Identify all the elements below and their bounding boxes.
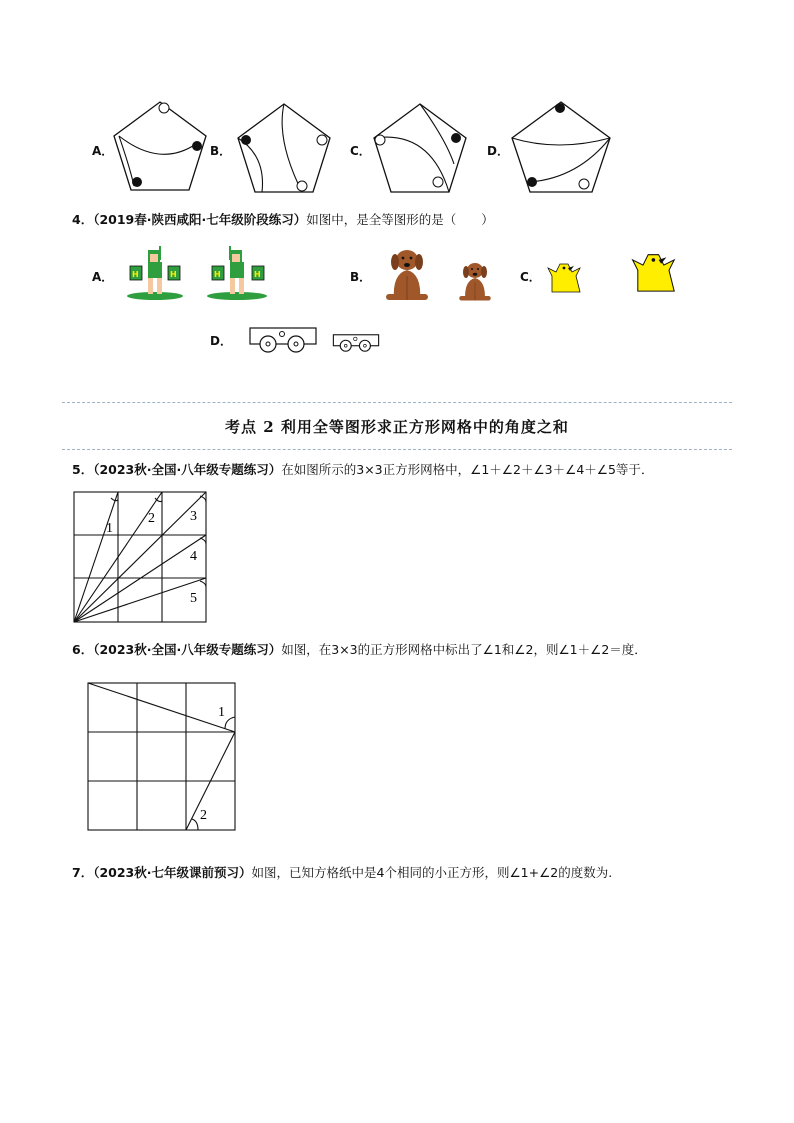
q4-chick-large: [630, 244, 682, 294]
q7-source: （2023秋·七年级课前预习）: [93, 865, 252, 880]
section-title: 考点 2 利用全等图形求正方形网格中的角度之和: [225, 418, 569, 436]
q4-source: （2019春·陕西咸阳·七年级阶段练习）: [93, 212, 307, 227]
q4-chick-small: [546, 256, 586, 294]
q7-number: 7．: [72, 865, 94, 880]
q6-grid-figure: [86, 681, 238, 833]
q3-figure-a: [110, 98, 210, 194]
q4-option-c-label: C．: [520, 270, 541, 284]
svg-text:H: H: [132, 270, 139, 279]
q5-source: （2023秋·全国·八年级专题练习）: [93, 462, 282, 477]
q6-number: 6．: [72, 642, 94, 657]
q4-option-a-label: A．: [92, 270, 114, 284]
svg-text:H: H: [214, 270, 221, 279]
q3-option-b-label: B．: [210, 144, 232, 158]
q3-option-d-label: D．: [487, 144, 509, 158]
q5-number: 5．: [72, 462, 94, 477]
q5-angle-label-3: 3: [190, 509, 197, 524]
q6-source: （2023秋·全国·八年级专题练习）: [93, 642, 282, 657]
q5-angle-label-1: 1: [106, 521, 113, 536]
q6-question: [72, 640, 647, 658]
q3-option-c-label: C．: [350, 144, 371, 158]
q4-dog-large: [382, 246, 432, 302]
q5-angle-label-5: 5: [190, 591, 197, 606]
q5-angle-label-2: 2: [148, 511, 155, 526]
q3-option-a-label: A．: [92, 144, 114, 158]
q4-question: [72, 210, 494, 228]
q3-figure-d: [508, 98, 614, 196]
q7-text: 如图，已知方格纸中是4个相同的小正方形，则∠1+∠2的度数为: [251, 865, 609, 880]
q5-text: 在如图所示的3×3正方形网格中，∠1＋∠2＋∠3＋∠4＋∠5等于: [281, 462, 641, 477]
svg-text:H: H: [254, 270, 261, 279]
svg-text:H: H: [170, 270, 177, 279]
q4-number: 4．: [72, 212, 94, 227]
section-separator-top: [62, 402, 732, 403]
q4-dog-small: [456, 260, 494, 302]
q6-angle-label-2: 2: [200, 808, 207, 823]
q3-figure-c: [370, 100, 470, 196]
q4-cart-small: [332, 332, 380, 354]
section-separator-bottom: [62, 449, 732, 450]
q5-angle-label-4: 4: [190, 549, 197, 564]
q4-elf-figure-2: [204, 244, 270, 302]
q4-elf-figure-1: [124, 244, 186, 302]
q5-grid-figure: [72, 490, 208, 624]
q7-question: [72, 863, 612, 881]
q4-text: 如图中，是全等图形的是（ ）: [306, 212, 494, 227]
q5-end: ．: [640, 462, 654, 477]
q4-cart-large: [248, 324, 318, 356]
q3-figure-b: [232, 100, 332, 196]
q7-end: .: [608, 865, 613, 880]
q6-end: 度．: [621, 642, 647, 657]
q4-option-d-label: D．: [210, 334, 232, 348]
q4-option-b-label: B．: [350, 270, 372, 284]
q6-text: 如图，在3×3的正方形网格中标出了∠1和∠2，则∠1＋∠2＝: [281, 642, 622, 657]
q5-question: [72, 460, 653, 478]
q6-angle-label-1: 1: [218, 705, 225, 720]
